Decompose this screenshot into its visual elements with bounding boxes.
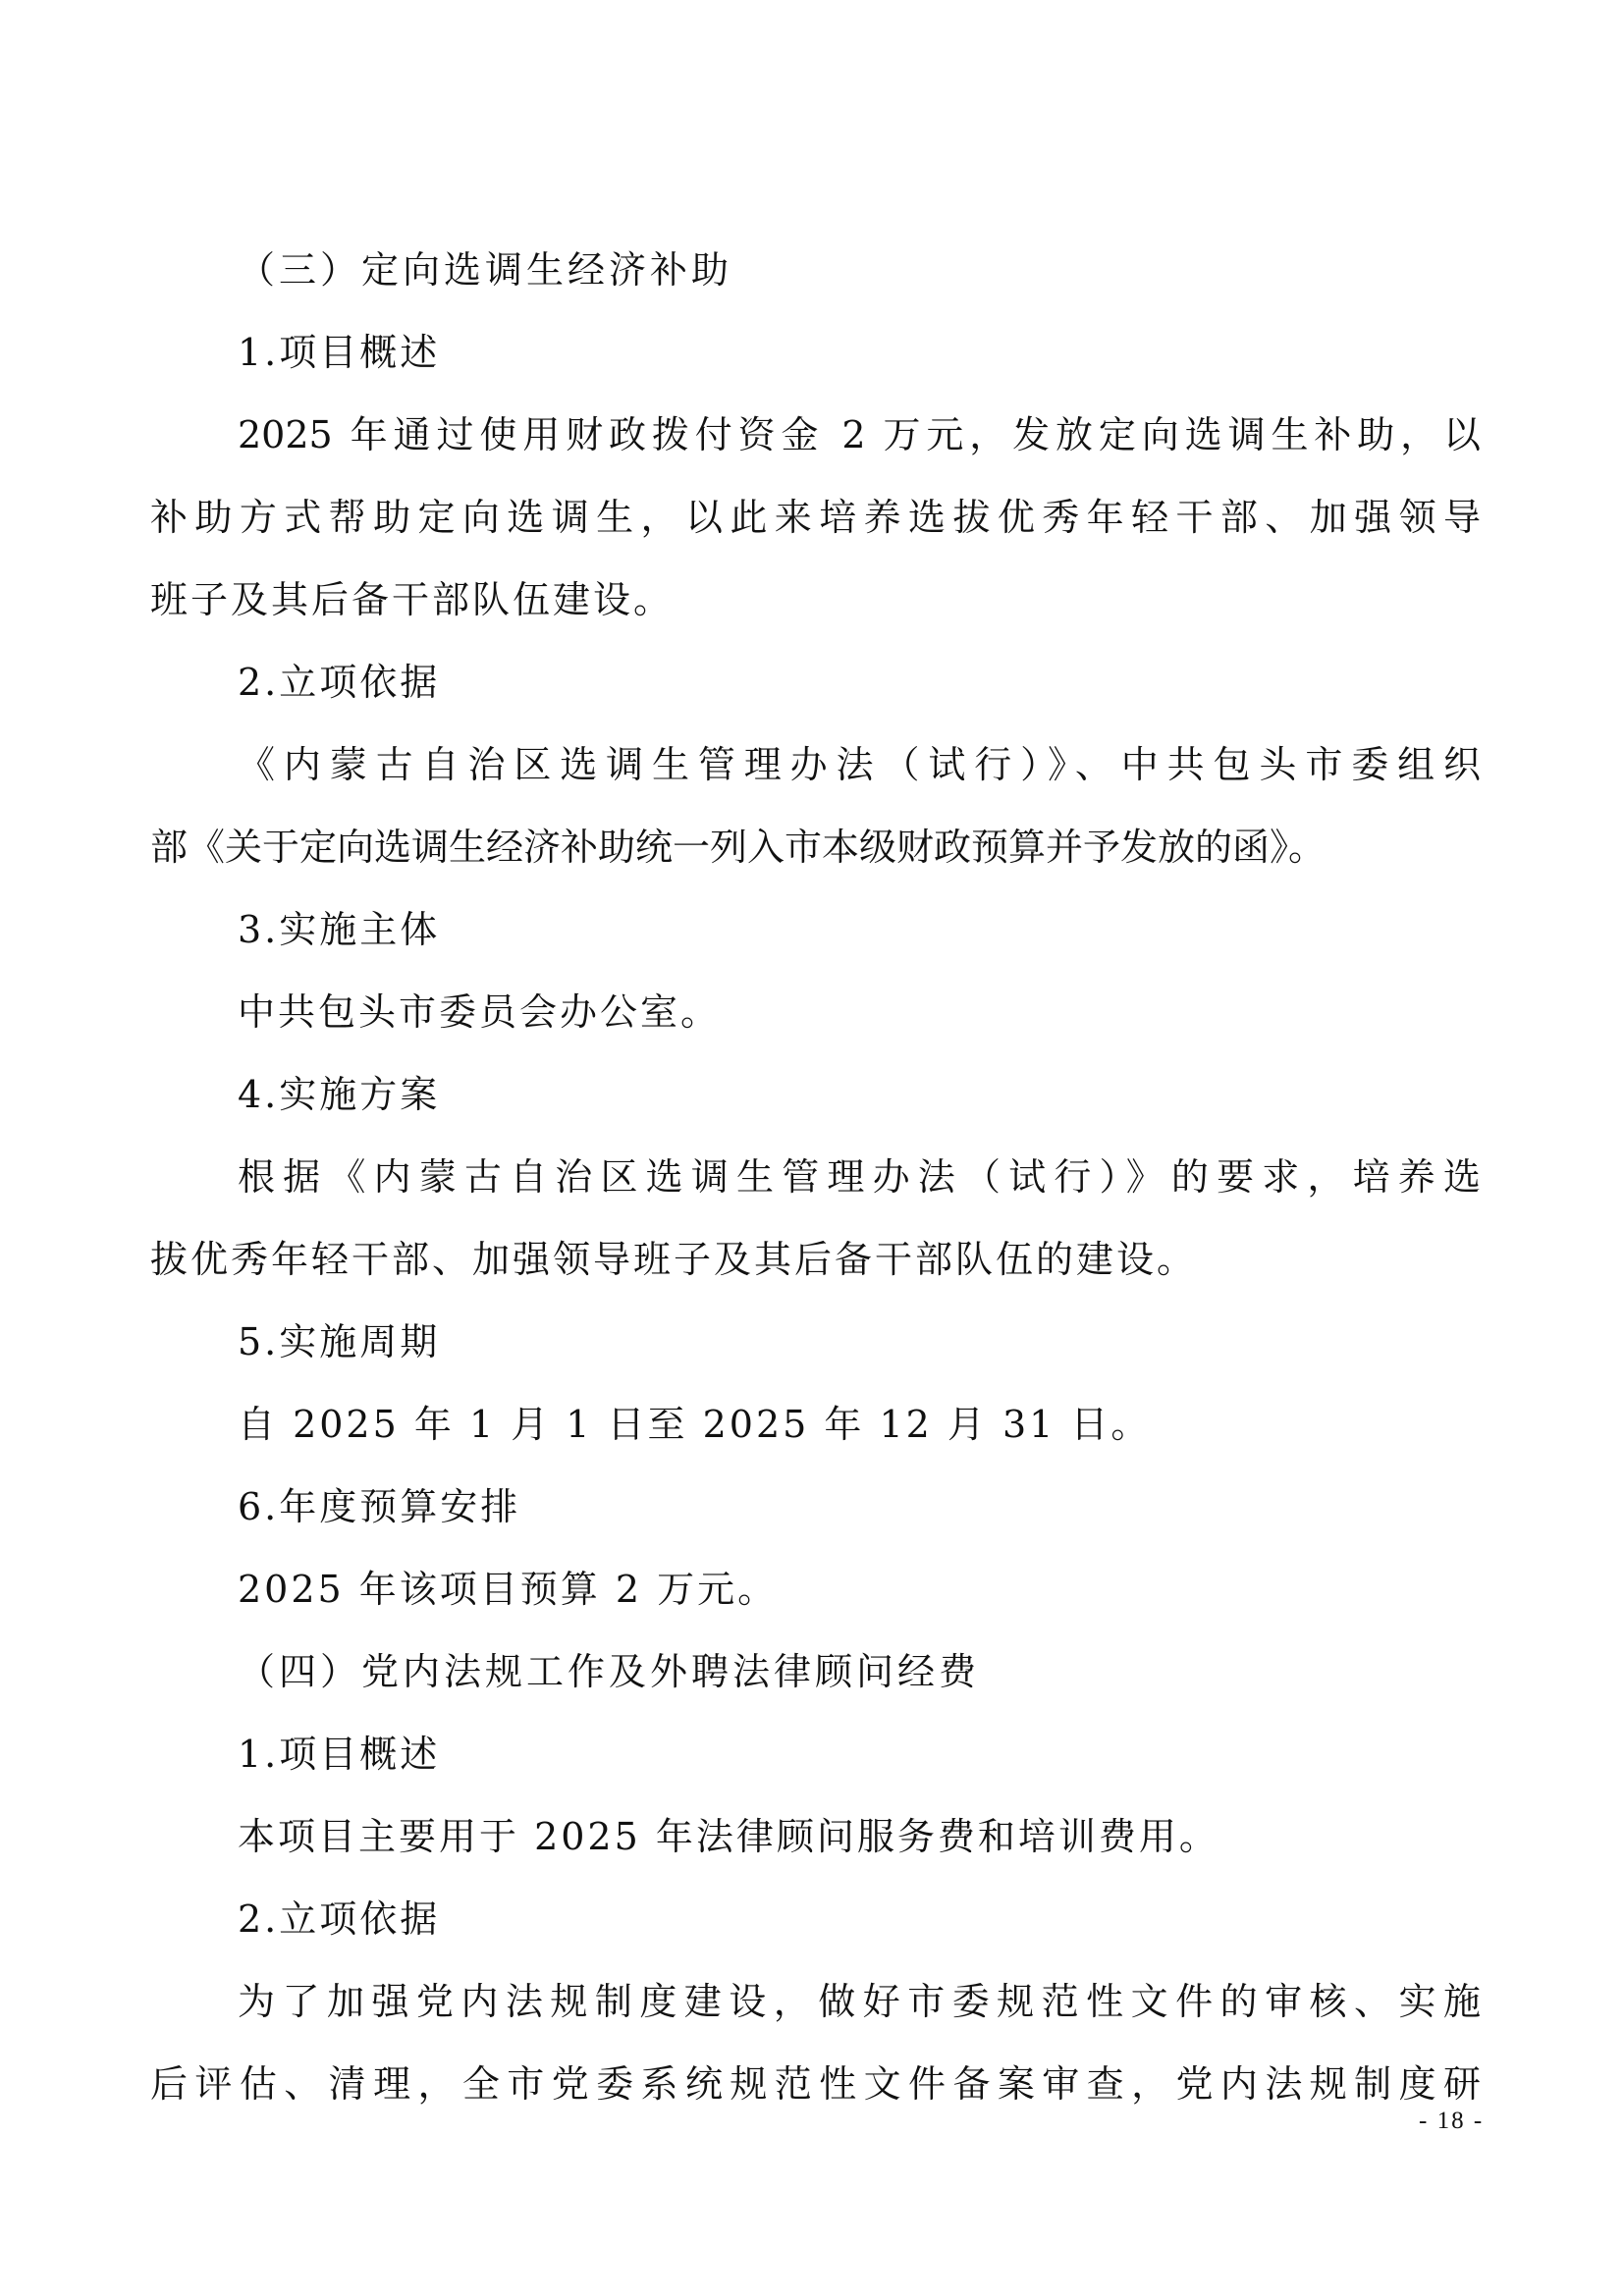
subheading-budget: 6.年度预算安排 xyxy=(238,1485,521,1528)
subheading-implementer: 3.实施主体 xyxy=(238,908,441,951)
paragraph-line: 班子及其后备干部队伍建设。 xyxy=(150,578,675,621)
paragraph-line: 中共包头市委员会办公室。 xyxy=(238,990,722,1034)
subheading-basis: 2.立项依据 xyxy=(238,661,441,704)
paragraph-line: 本项目主要用于 2025 年法律顾问服务费和培训费用。 xyxy=(238,1815,1219,1858)
paragraph-line: 2025 年该项目预算 2 万元。 xyxy=(238,1568,779,1611)
subheading-overview: 1.项目概述 xyxy=(238,331,441,374)
section-heading-3: （三）定向选调生经济补助 xyxy=(238,248,733,292)
paragraph-line: 《内蒙古自治区选调生管理办法（试行）》、中共包头市委组织 xyxy=(238,743,1481,786)
subheading-overview: 1.项目概述 xyxy=(238,1733,441,1776)
page-number: - 18 - xyxy=(1419,2108,1485,2134)
paragraph-line: 补助方式帮助定向选调生，以此来培养选拔优秀年轻干部、加强领导 xyxy=(150,496,1481,539)
paragraph-line: 拔优秀年轻干部、加强领导班子及其后备干部队伍的建设。 xyxy=(150,1238,1198,1281)
paragraph-line: 根据《内蒙古自治区选调生管理办法（试行）》的要求，培养选 xyxy=(238,1155,1481,1199)
paragraph-line: 2025 年通过使用财政拨付资金 2 万元，发放定向选调生补助，以 xyxy=(238,413,1481,456)
paragraph-line: 为了加强党内法规制度建设，做好市委规范性文件的审核、实施 xyxy=(238,1980,1481,2023)
paragraph-line: 部《关于定向选调生经济补助统一列入市本级财政预算并予发放的函》。 xyxy=(150,826,1326,869)
subheading-plan: 4.实施方案 xyxy=(238,1073,441,1116)
paragraph-line: 自 2025 年 1 月 1 日至 2025 年 12 月 31 日。 xyxy=(238,1403,1152,1446)
paragraph-line: 后评估、清理，全市党委系统规范性文件备案审查，党内法规制度研 xyxy=(150,2062,1481,2106)
subheading-basis: 2.立项依据 xyxy=(238,1897,441,1941)
subheading-period: 5.实施周期 xyxy=(238,1320,441,1363)
section-heading-4: （四）党内法规工作及外聘法律顾问经费 xyxy=(238,1650,981,1693)
